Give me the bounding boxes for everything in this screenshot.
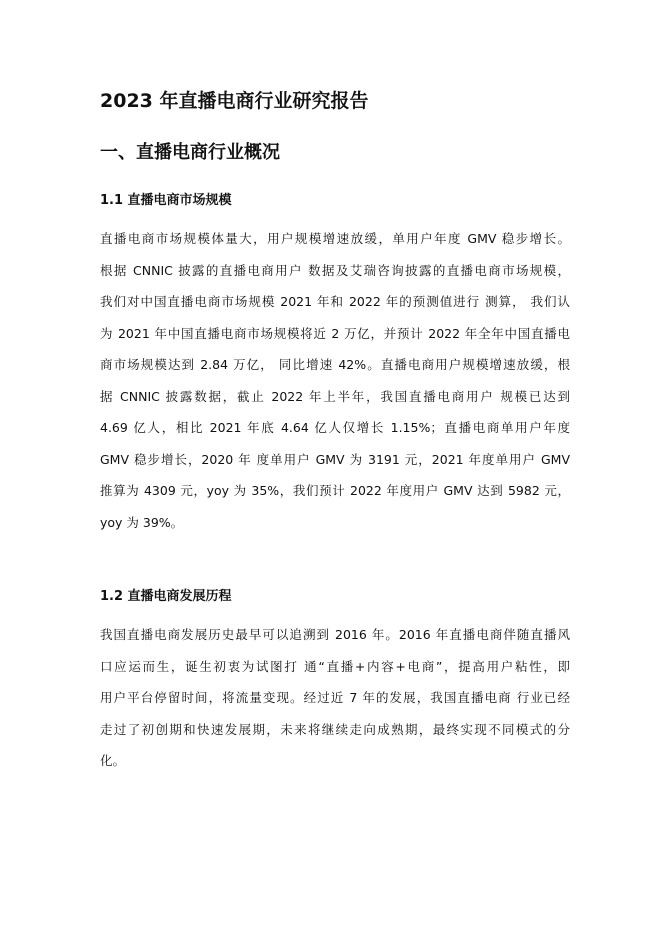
paragraph-line: 我们对中国直播电商市场规模 2021 年和 2022 年的预测值进行 测算， 我们认 xyxy=(100,294,570,309)
paragraph-line: 4.69 亿人，相比 2021 年底 4.64 亿人仅增长 1.15%；直播电商单用户年度 xyxy=(100,420,570,435)
paragraph-line: 商市场规模达到 2.84 万亿， 同比增速 42%。直播电商用户规模增速放缓，根 xyxy=(100,357,570,372)
paragraph-line: 据 CNNIC 披露数据，截止 2022 年上半年，我国直播电商用户 规模已达到 xyxy=(100,388,570,404)
paragraph-line: 化。 xyxy=(100,753,126,768)
paragraph-line: 用户平台停留时间，将流量变现。经过近 7 年的发展，我国直播电商 行业已经 xyxy=(100,690,570,705)
document-title: 2023 年直播电商行业研究报告 xyxy=(100,90,369,112)
paragraph-line: 推算为 4309 元，yoy 为 35%，我们预计 2022 年度用户 GMV 达到 5982 元， xyxy=(100,483,570,498)
subsection-heading-market-size: 1.1 直播电商市场规模 xyxy=(100,193,232,208)
section-heading-overview: 一、直播电商行业概况 xyxy=(100,142,280,163)
paragraph-line: GMV 稳步增长，2020 年 度单用户 GMV 为 3191 元，2021 年度单用户 GMV xyxy=(100,451,570,467)
paragraph-line: 直播电商市场规模体量大，用户规模增速放缓，单用户年度 GMV 稳步增长。 xyxy=(100,231,570,246)
paragraph-line: 为 2021 年中国直播电商市场规模将近 2 万亿，并预计 2022 年全年中国直播电 xyxy=(100,325,570,341)
paragraph-line: 走过了初创期和快速发展期，未来将继续走向成熟期，最终实现不同模式的分 xyxy=(100,721,570,737)
paragraph-line: 口应运而生，诞生初衷为试图打 通“直播+内容+电商”，提高用户粘性，即 xyxy=(100,658,570,674)
subsection-heading-history: 1.2 直播电商发展历程 xyxy=(100,589,232,604)
paragraph-history xyxy=(100,619,570,777)
paragraph-line: yoy 为 39%。 xyxy=(100,514,184,530)
paragraph-line: 根据 CNNIC 披露的直播电商用户 数据及艾瑞咨询披露的直播电商市场规模， xyxy=(100,262,570,278)
paragraph-market-size xyxy=(100,223,570,538)
paragraph-line: 我国直播电商发展历史最早可以追溯到 2016 年。2016 年直播电商伴随直播风 xyxy=(100,627,570,642)
